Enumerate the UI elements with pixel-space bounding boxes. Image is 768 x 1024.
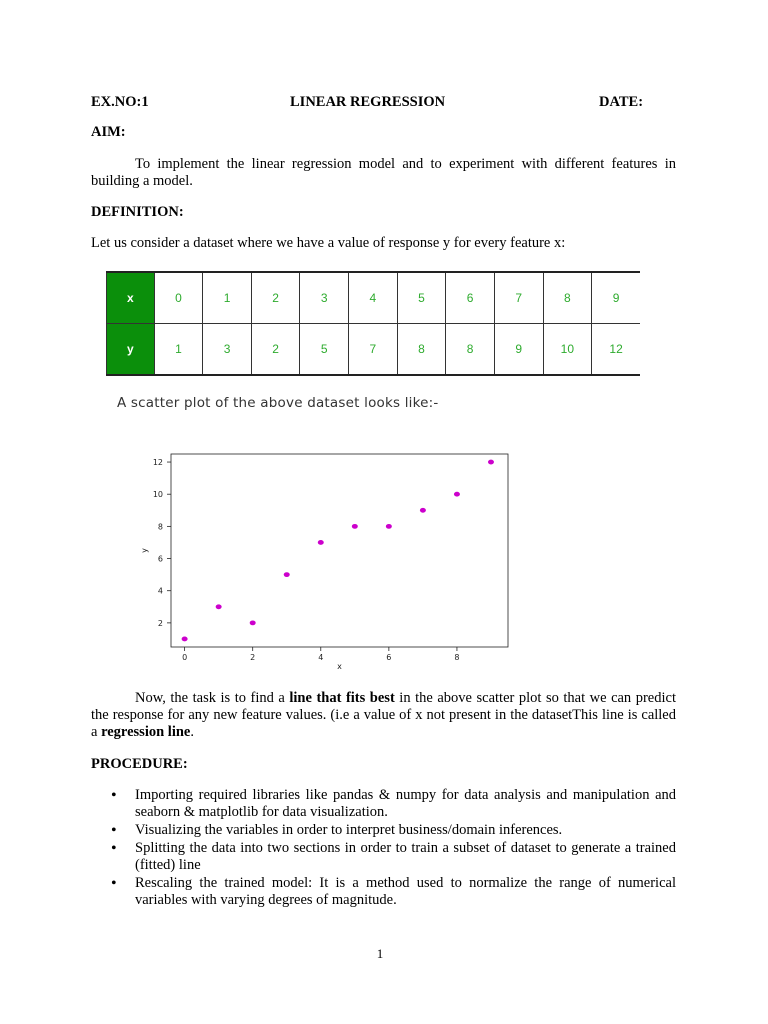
y-tick-label: 10 — [152, 490, 163, 500]
data-point — [386, 524, 392, 529]
procedure-heading: PROCEDURE: — [91, 756, 188, 772]
data-point — [488, 460, 494, 465]
data-point — [318, 540, 324, 545]
y-value-cell: 3 — [203, 324, 252, 376]
data-point — [182, 637, 188, 642]
y-tick-label: 2 — [157, 618, 163, 628]
page-number: 1 — [376, 946, 384, 961]
y-tick-label: 8 — [157, 522, 163, 532]
x-value-cell: 6 — [446, 272, 495, 324]
explanation-bold-1: line that fits best — [289, 690, 395, 706]
y-value-cell: 12 — [592, 324, 640, 376]
scatter-plot — [138, 448, 518, 670]
plot-frame — [171, 454, 508, 647]
y-value-cell: 1 — [154, 324, 203, 376]
data-point — [284, 572, 290, 577]
x-value-cell: 8 — [543, 272, 592, 324]
table-row-y — [107, 324, 641, 376]
explanation-text — [91, 690, 676, 741]
x-value-cell: 4 — [349, 272, 398, 324]
y-value-cell: 2 — [251, 324, 300, 376]
definition-text: Let us consider a dataset where we have a value of response y for every feature x: — [91, 235, 566, 251]
x-value-cell: 3 — [300, 272, 349, 324]
data-point — [420, 508, 426, 513]
x-value-cell: 1 — [203, 272, 252, 324]
y-value-cell: 9 — [494, 324, 543, 376]
y-value-cell: 10 — [543, 324, 592, 376]
explanation-part-1: Now, the task is to find a — [135, 690, 290, 706]
x-tick-label: 4 — [318, 653, 324, 662]
exercise-number: EX.NO:1 — [91, 94, 149, 110]
y-tick-label: 4 — [157, 586, 163, 596]
definition-heading: DEFINITION: — [91, 204, 184, 220]
aim-text: To implement the linear regression model and to experiment with different features in building a model. — [91, 156, 676, 189]
x-tick-label: 0 — [182, 653, 188, 662]
list-item: • Rescaling the trained model: It is a method used to normalize the range of numerical variables with varying degrees of magnitude. — [91, 875, 676, 909]
scatter-caption: A scatter plot of the above dataset looks like:- — [117, 395, 439, 411]
x-value-cell: 2 — [251, 272, 300, 324]
y-value-cell: 7 — [349, 324, 398, 376]
data-point — [454, 492, 460, 497]
x-value-cell: 9 — [592, 272, 640, 324]
explanation-bold-2: regression line — [101, 724, 191, 740]
dataset-table — [106, 271, 640, 376]
procedure-list — [91, 787, 676, 910]
y-value-cell: 5 — [300, 324, 349, 376]
x-tick-label: 6 — [386, 653, 392, 662]
explanation-part-2: in the above scatter plot so that we can predict the response for any new feature values. (i.e a value of x not present in the datasetThis line is called a — [91, 690, 676, 740]
date-label: DATE: — [599, 94, 644, 110]
x-value-cell: 0 — [154, 272, 203, 324]
data-point — [352, 524, 358, 529]
list-item: • Splitting the data into two sections in order to train a subset of dataset to generate a trained (fitted) line — [91, 840, 676, 874]
exercise-header — [91, 94, 676, 112]
data-point — [250, 620, 256, 625]
x-tick-label: 2 — [250, 653, 256, 662]
y-tick-label: 12 — [152, 458, 163, 468]
x-value-cell: 5 — [397, 272, 446, 324]
x-axis-label: x — [337, 662, 342, 670]
y-value-cell: 8 — [397, 324, 446, 376]
y-value-cell: 8 — [446, 324, 495, 376]
y-axis-label: y — [140, 548, 149, 553]
x-tick-label: 8 — [454, 653, 460, 662]
explanation-part-3: . — [190, 724, 194, 740]
row-label-x: x — [107, 272, 155, 324]
list-item: • Importing required libraries like pandas & numpy for data analysis and manipulation and seaborn & matplotlib for data visualization. — [91, 787, 676, 821]
list-item: • Visualizing the variables in order to interpret business/domain inferences. — [91, 822, 676, 839]
row-label-y: y — [107, 324, 155, 376]
x-value-cell: 7 — [494, 272, 543, 324]
data-point — [216, 604, 222, 609]
aim-heading: AIM: — [91, 124, 126, 140]
table-row-x — [107, 272, 641, 324]
exercise-title: LINEAR REGRESSION — [290, 94, 446, 110]
y-tick-label: 6 — [157, 554, 163, 564]
